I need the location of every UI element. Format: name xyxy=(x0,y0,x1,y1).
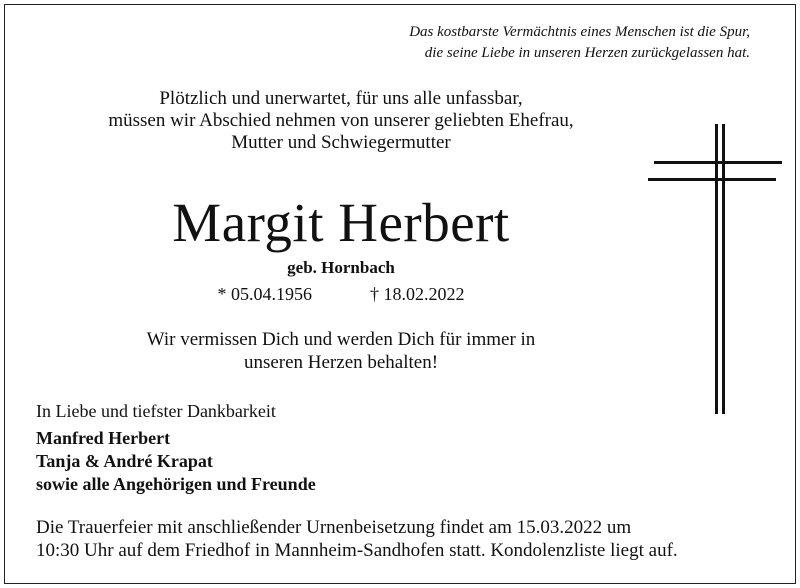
death-date: † 18.02.2022 xyxy=(370,284,465,304)
mourner-name: sowie alle Angehörigen und Freunde xyxy=(36,474,316,494)
intro-line-1: Plötzlich und unerwartet, für uns alle unfassbar, xyxy=(159,88,523,109)
birth-name: geb. Hornbach xyxy=(287,258,395,277)
life-dates xyxy=(40,283,642,305)
funeral-line-2: 10:30 Uhr auf dem Friedhof in Mannheim-Sandhofen statt. Kondolenzliste liegt auf. xyxy=(36,540,678,561)
funeral-line-1: Die Trauerfeier mit anschließender Urnenbeisetzung findet am 15.03.2022 um xyxy=(36,517,632,538)
birth-date: * 05.04.1956 xyxy=(217,284,312,304)
memory-line-1: Wir vermissen Dich und werden Dich für immer in xyxy=(146,329,536,350)
mourner-name: Manfred Herbert xyxy=(36,428,171,448)
quote-line-2: die seine Liebe in unseren Herzen zurückgelassen hat. xyxy=(424,45,750,61)
deceased-name: Margit Herbert xyxy=(172,192,510,253)
thanks-line: In Liebe und tiefster Dankbarkeit xyxy=(36,401,276,421)
intro-line-3: Mutter und Schwiegermutter xyxy=(231,132,451,153)
quote-line-1: Das kostbarste Vermächtnis eines Menschen ist die Spur, xyxy=(409,24,750,40)
cross-icon xyxy=(648,124,782,414)
mourners-list xyxy=(36,427,316,496)
intro-text xyxy=(40,88,642,154)
funeral-details xyxy=(36,516,678,562)
memory-text xyxy=(40,328,642,374)
intro-line-2: müssen wir Abschied nehmen von unserer geliebten Ehefrau, xyxy=(108,110,574,131)
mourner-name: Tanja & André Krapat xyxy=(36,451,213,471)
memory-line-2: unseren Herzen behalten! xyxy=(243,352,439,373)
epigraph-quote xyxy=(409,22,750,64)
